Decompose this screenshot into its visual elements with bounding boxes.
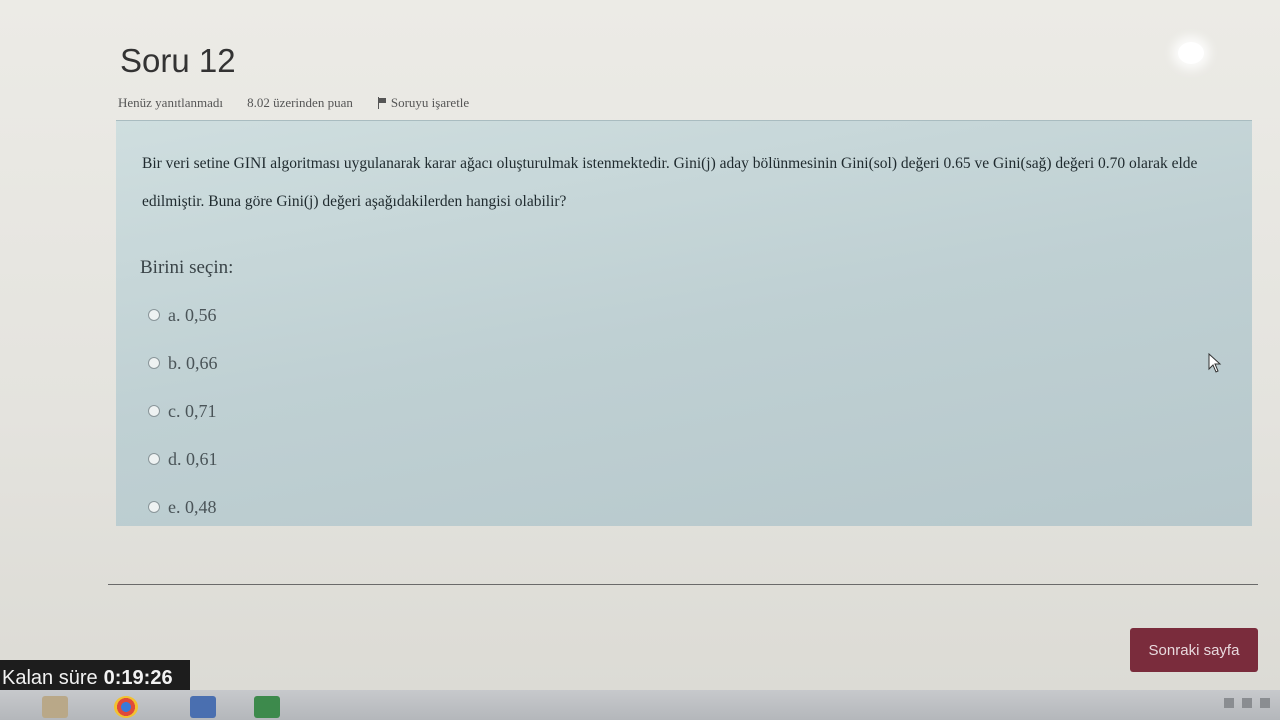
flag-question-link[interactable]: [377, 95, 469, 111]
answer-option-c[interactable]: [148, 387, 218, 435]
flag-question-label: Soruyu işaretle: [390, 95, 470, 110]
excel-icon[interactable]: [254, 696, 280, 718]
answer-option-a[interactable]: [148, 291, 218, 339]
tray-icon[interactable]: [1242, 698, 1252, 708]
tray-icon[interactable]: [1224, 698, 1234, 708]
radio-button[interactable]: [148, 501, 160, 513]
answer-label: c. 0,71: [168, 400, 217, 421]
answer-label: d. 0,61: [168, 448, 218, 469]
question-text: Bir veri setine GINI algoritması uygulanarak karar ağacı oluşturulmak istenmektedir. Gini(j) aday bölünmesinin Gini(sol) değeri 0.65 ve Gini(sağ) değeri 0.70 olarak elde edilmiştir. Buna göre Gini(j) değeri aşağıdakilerden hangisi olabilir?: [142, 155, 1198, 210]
answer-label: a. 0,56: [168, 304, 217, 325]
mouse-cursor-icon: [1208, 353, 1222, 373]
timer-label: Kalan süre: [2, 666, 98, 689]
answer-option-e[interactable]: [148, 483, 218, 531]
app-icon[interactable]: [190, 696, 216, 718]
radio-button[interactable]: [148, 453, 160, 465]
answer-label: b. 0,66: [168, 352, 218, 373]
question-points: 8.02 üzerinden puan: [247, 95, 353, 110]
system-tray: [1224, 698, 1270, 708]
answer-list: [148, 291, 218, 531]
answer-option-d[interactable]: [148, 435, 218, 483]
radio-button[interactable]: [148, 357, 160, 369]
answer-option-b[interactable]: [148, 339, 218, 387]
radio-button[interactable]: [148, 309, 160, 321]
question-info: [118, 95, 469, 111]
question-box: [116, 120, 1252, 526]
question-title: Soru 12: [120, 42, 236, 79]
timer-value: 0:19:26: [103, 666, 173, 689]
taskbar: [0, 690, 1280, 720]
answer-label: e. 0,48: [168, 496, 217, 517]
next-page-button[interactable]: Sonraki sayfa: [1130, 628, 1258, 672]
flag-icon: [377, 97, 387, 109]
folder-icon[interactable]: [42, 696, 68, 718]
screen-glare: [1178, 42, 1204, 64]
radio-button[interactable]: [148, 405, 160, 417]
chrome-icon[interactable]: [114, 696, 138, 718]
answer-prompt: Birini seçin:: [140, 257, 234, 278]
divider: [108, 584, 1258, 585]
tray-icon[interactable]: [1260, 698, 1270, 708]
answer-status: Henüz yanıtlanmadı: [118, 95, 224, 110]
